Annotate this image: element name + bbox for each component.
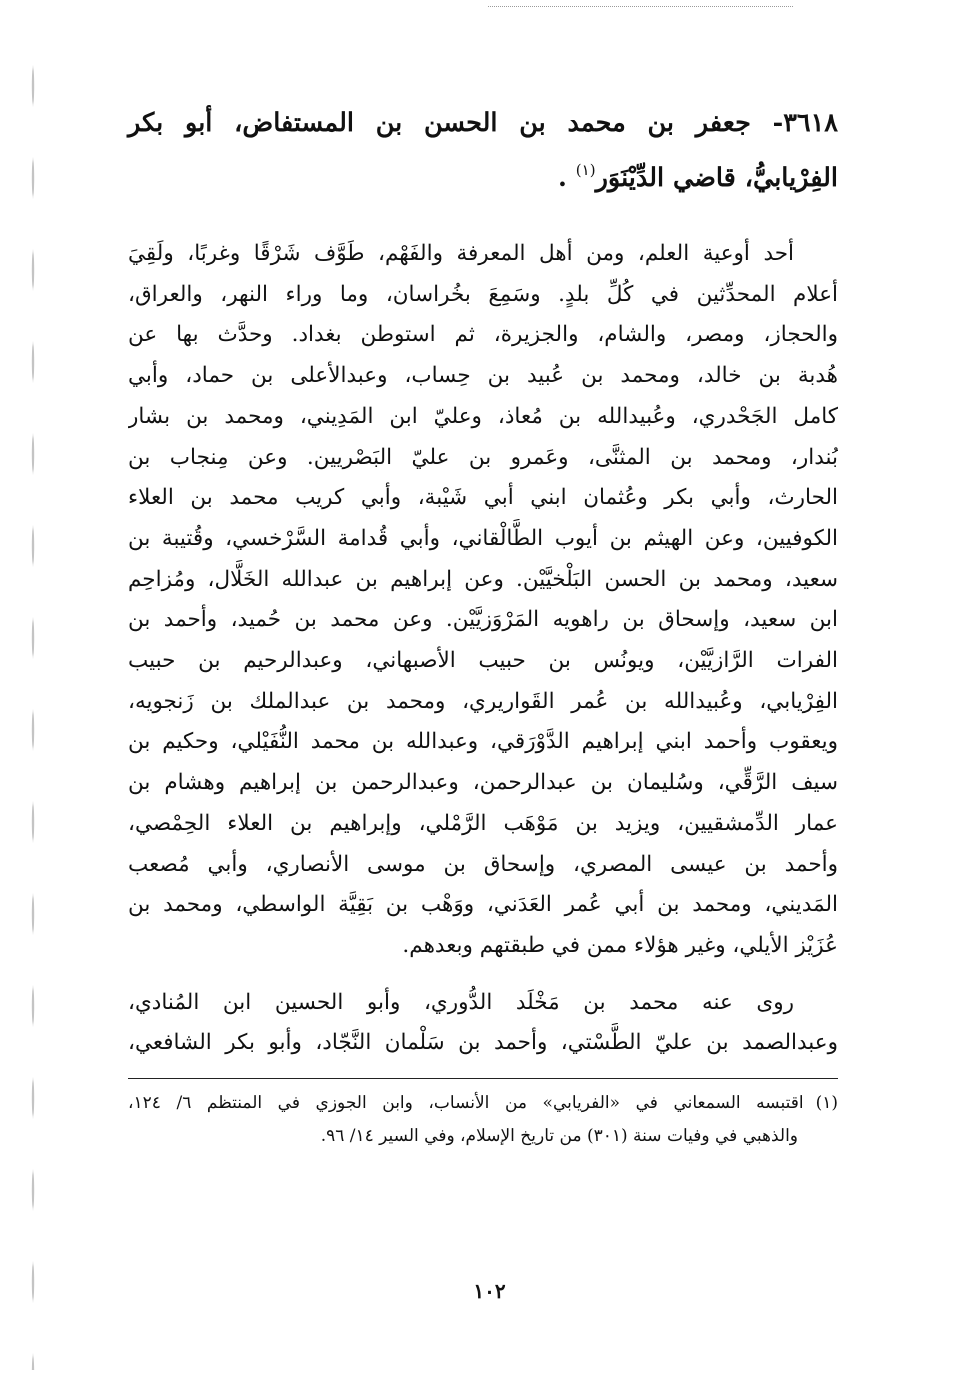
text-line: أعلام المحدِّثين في كُلِّ بلدٍ. وسَمِعَ بخُراسان، وما وراء النهر، والعراق،: [128, 281, 838, 307]
footnote-separator: [128, 1078, 838, 1079]
text-line: وعبدالصمد بن عليّ الطَّسْتي، وأحمد بن سَلْمان النَّجّاد، وأبو بكر الشافعي،: [128, 1030, 838, 1056]
text-line: المَديني، ومحمد بن أبي عُمر العَدَني، ووَهْب بن بَقِيَّة الواسطي، ومحمد بن: [128, 892, 838, 918]
footnote-line-2: والذهبي في وفيات سنة (٣٠١) من تاريخ الإسلام، وفي السير ١٤/ ٩٦.: [320, 1126, 798, 1147]
text-line: سيف الرَّقِّي، وسُليمان بن عبدالرحمن، وعبدالرحمن بن إبراهيم وهشام بن: [128, 770, 838, 796]
text-line: ابن سعيد، وإسحاق بن راهويه المَرْوَزيَّيْن. وعن محمد بن حُميد، وأحمد بن: [128, 607, 838, 633]
text-line: روى عنه محمد بن مَخْلَد الدُّوري، وأبو الحسين ابن المُنادي،: [128, 989, 794, 1015]
footnote-reference[interactable]: (١): [575, 161, 596, 179]
scan-margin-dots: [30, 40, 36, 1370]
text-line: أحد أوعية العلم، ومن أهل المعرفة والفَهْم، طَوَّف شَرْقًا وغربًا، ولَقِيَ: [128, 241, 794, 266]
text-line: كامل الجَحْدري، وعُبيدالله بن مُعاذ، وعليّ ابن المَدِيني، ومحمد بن بشار: [128, 403, 838, 429]
entry-title-end: .: [558, 163, 576, 193]
text-line: الكوفيين، وعن الهيثم بن أيوب الطَّالْقاني، وأبي قُدامة السَّرْخسي، وقُتيبة بن: [128, 525, 838, 551]
text-line: عمار الدِّمشقيين، ويزيد بن مَوْهَب الرَّمْلي، وإبراهيم بن العلاء الحِمْصي،: [128, 810, 838, 836]
page-body: [128, 100, 838, 1153]
text-line: ويعقوب وأحمد ابني إبراهيم الدَّوْرَقي، وعبدالله بن محمد النُّفَيْلي، وحكيم بن: [128, 729, 838, 755]
narrators-paragraph: [128, 983, 838, 1064]
text-line: بُندار، ومحمد بن المثنَّى، وعَمرو بن عليّ البَصْريين. وعن مِنجاب بن: [128, 444, 838, 470]
biography-paragraph: [128, 234, 838, 967]
text-line: والحجاز، ومصر، والشام، والجزيرة، ثم استوطن بغداد. وحدَّث بها عن: [128, 322, 838, 348]
text-line: هُدبة بن خالد، ومحمد بن عُبيد بن حِساب، وعبدالأعلى بن حماد، وأبي: [128, 363, 838, 389]
text-line: الحارث، وأبي بكر وعُثمان ابني أبي شَيْبة، وأبي كريب محمد بن العلاء: [128, 485, 838, 511]
entry-heading: [128, 100, 838, 202]
entry-title-line-2: [128, 147, 838, 202]
entry-title-name: الفِرْيابيُّ، قاضي الدِّيْنَوَر: [595, 163, 838, 193]
footnote-number: (١): [815, 1093, 838, 1114]
text-line: سعيد، ومحمد بن الحسن البَلْخيَّيْن. وعن إبراهيم بن عبدالله الخَلَّال، ومُزاحِم: [128, 566, 838, 592]
text-line: الفِرْيابي، وعُبيدالله بن عُمر القَواريري، ومحمد بن عبدالملك بن زَنجويه،: [128, 688, 838, 714]
header-rule: [488, 6, 793, 7]
text-line: وأحمد بن عيسى المصري، وإسحاق بن موسى الأنصاري، وأبي مُصعب: [128, 851, 838, 877]
text-line: عُزَيْز الأيلي، وغير هؤلاء ممن في طبقتهم وبعدهم.: [402, 932, 838, 958]
entry-title-line-1: ٣٦١٨- جعفر بن محمد بن الحسن بن المستفاض، أبو بكر: [128, 108, 838, 138]
footnotes: [128, 1087, 838, 1153]
footnote-text: اقتبسه السمعاني في «الفريابي» من الأنساب، وابن الجوزي في المنتظم ٦/ ١٢٤،: [128, 1093, 804, 1114]
text-line: الفرات الرَّازيَّيْن، ويونُس بن حبيب الأصبهاني، وعبدالرحيم بن حبيب: [128, 648, 838, 674]
page-number: ١٠٢: [473, 1279, 506, 1303]
footnote-line-1: [128, 1087, 838, 1120]
